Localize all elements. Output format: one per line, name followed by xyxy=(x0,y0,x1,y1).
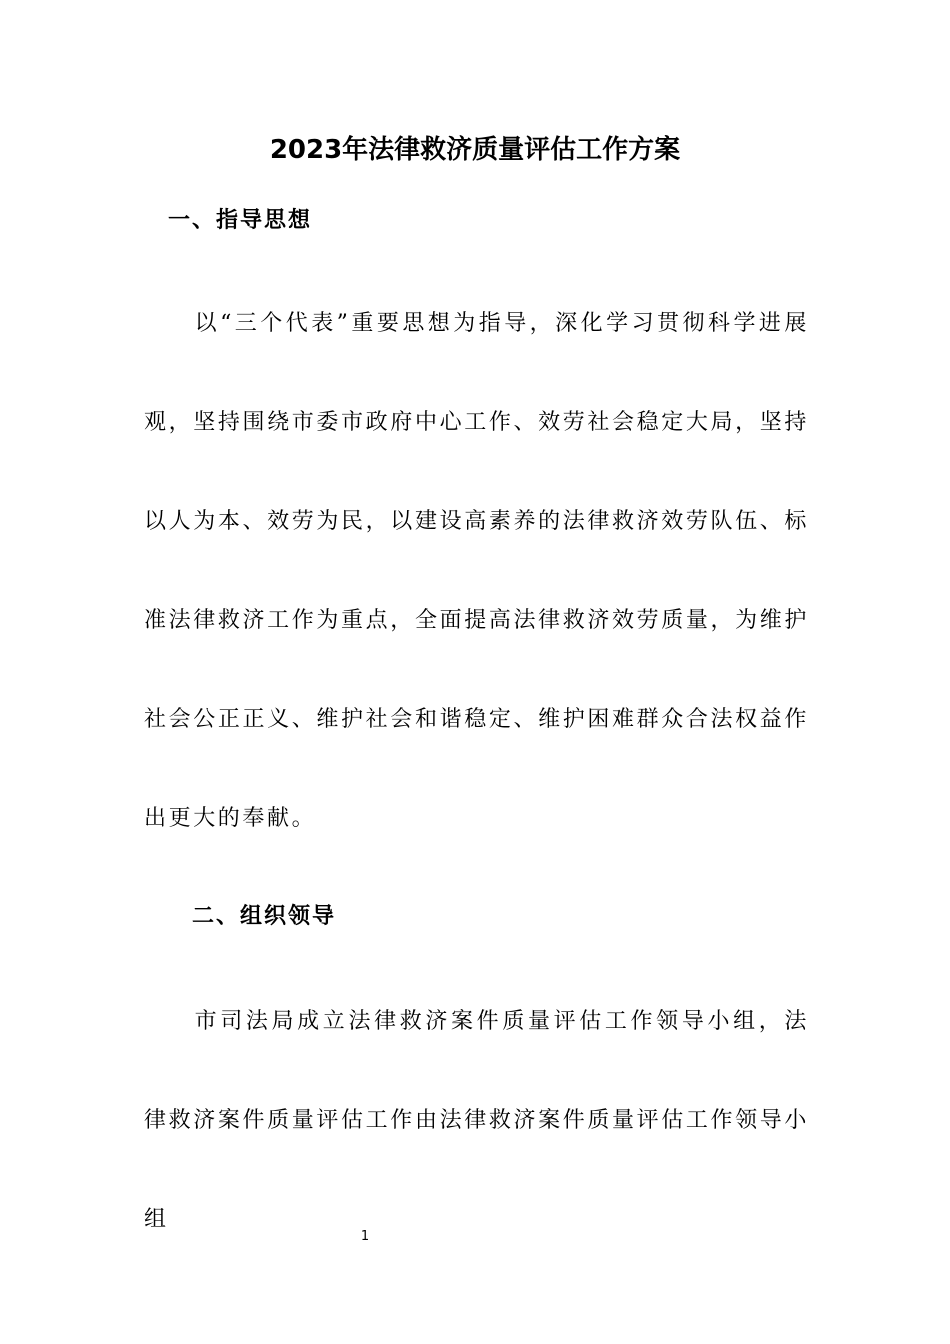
page-number: 1 xyxy=(360,1229,370,1244)
section-paragraph-guiding-ideology: 以“三个代表”重要思想为指导，深化学习贯彻科学进展观，坚持围绕市委市政府中心工作、效劳社会稳定大局，坚持以人为本、效劳为民，以建设高素养的法律救济效劳队伍、标准法律救济工作为重点，全面提高法律救济效劳质量，为维护社会公正正义、维护社会和谐稳定、维护困难群众合法权益作出更大的奉献。 xyxy=(144,311,809,831)
section-heading-guiding-ideology: 一、指导思想 xyxy=(168,207,313,233)
section-heading-organization-leadership: 二、组织领导 xyxy=(192,903,337,929)
section-paragraph-organization-leadership: 市司法局成立法律救济案件质量评估工作领导小组，法律救济案件质量评估工作由法律救济案件质量评估工作领导小组 xyxy=(144,1009,809,1232)
document-title: 2023年法律救济质量评估工作方案 xyxy=(269,135,681,165)
